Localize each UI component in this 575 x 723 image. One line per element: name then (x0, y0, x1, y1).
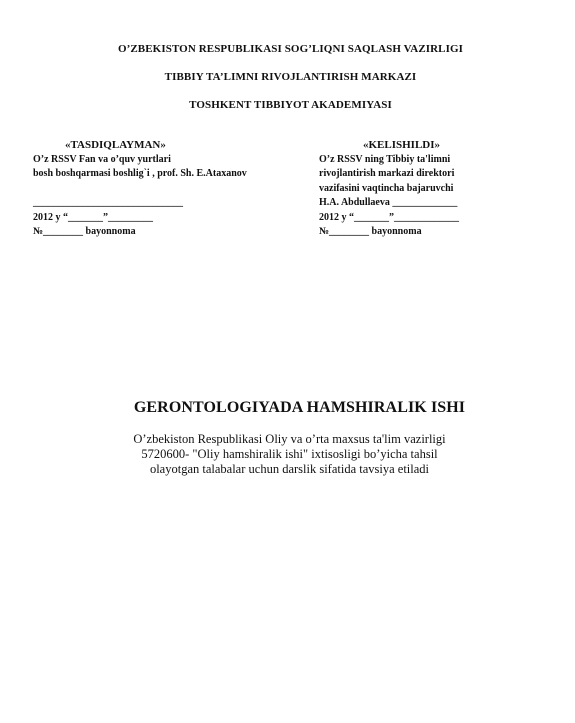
subtitle-line-2: 5720600- "Oliy hamshiralik ishi" ixtisosligi bo’yicha tahsil (141, 447, 438, 461)
agreement-line-1: O’z RSSV ning Tibbiy ta'limni (319, 153, 451, 165)
academy-header: TOSHKENT TIBBIYOT AKADEMIYASI (189, 99, 392, 111)
approval-number-line: №________ bayonnoma (33, 226, 136, 237)
document-subtitle (0, 432, 575, 477)
subtitle-line-3: olayotgan talabalar uchun darslik sifatida tavsiya etiladi (149, 462, 430, 476)
approval-spacer (33, 182, 293, 197)
agreement-date-line: 2012 y “_______”_____________ (319, 211, 459, 223)
approval-signature-line: ______________________________ (33, 197, 183, 208)
subtitle-line-1: O’zbekiston Respublikasi Oliy va o’rta maxsus ta'lim vazirligi (133, 432, 446, 446)
agreement-number-line: №________ bayonnoma (319, 226, 422, 237)
approval-block (33, 138, 293, 240)
agreement-heading: «KELISHILDI» (363, 139, 441, 151)
agreement-line-4: H.A. Abdullaeva _____________ (319, 197, 458, 208)
center-header: TIBBIY TA’LIMNI RIVOJLANTIRISH MARKAZI (164, 71, 417, 83)
ministry-header: O’ZBEKISTON RESPUBLIKASI SOG’LIQNI SAQLASH VAZIRLIGI (117, 43, 464, 55)
document-title-text: GERONTOLOGIYADA HAMSHIRALIK ISHI (133, 399, 466, 416)
approval-heading: «TASDIQLAYMAN» (65, 139, 166, 151)
document-title (0, 399, 575, 417)
agreement-line-2: rivojlantirish markazi direktori (319, 168, 455, 179)
approval-date-line: 2012 y “_______”_________ (33, 211, 153, 223)
approval-line-1: O’z RSSV Fan va o’quv yurtlari (33, 153, 171, 165)
agreement-line-3: vazifasini vaqtincha bajaruvchi (319, 182, 454, 194)
approval-line-2: bosh boshqarmasi boshlig`i , prof. Sh. E.Ataxanov (33, 168, 247, 179)
agreement-block (319, 138, 539, 240)
